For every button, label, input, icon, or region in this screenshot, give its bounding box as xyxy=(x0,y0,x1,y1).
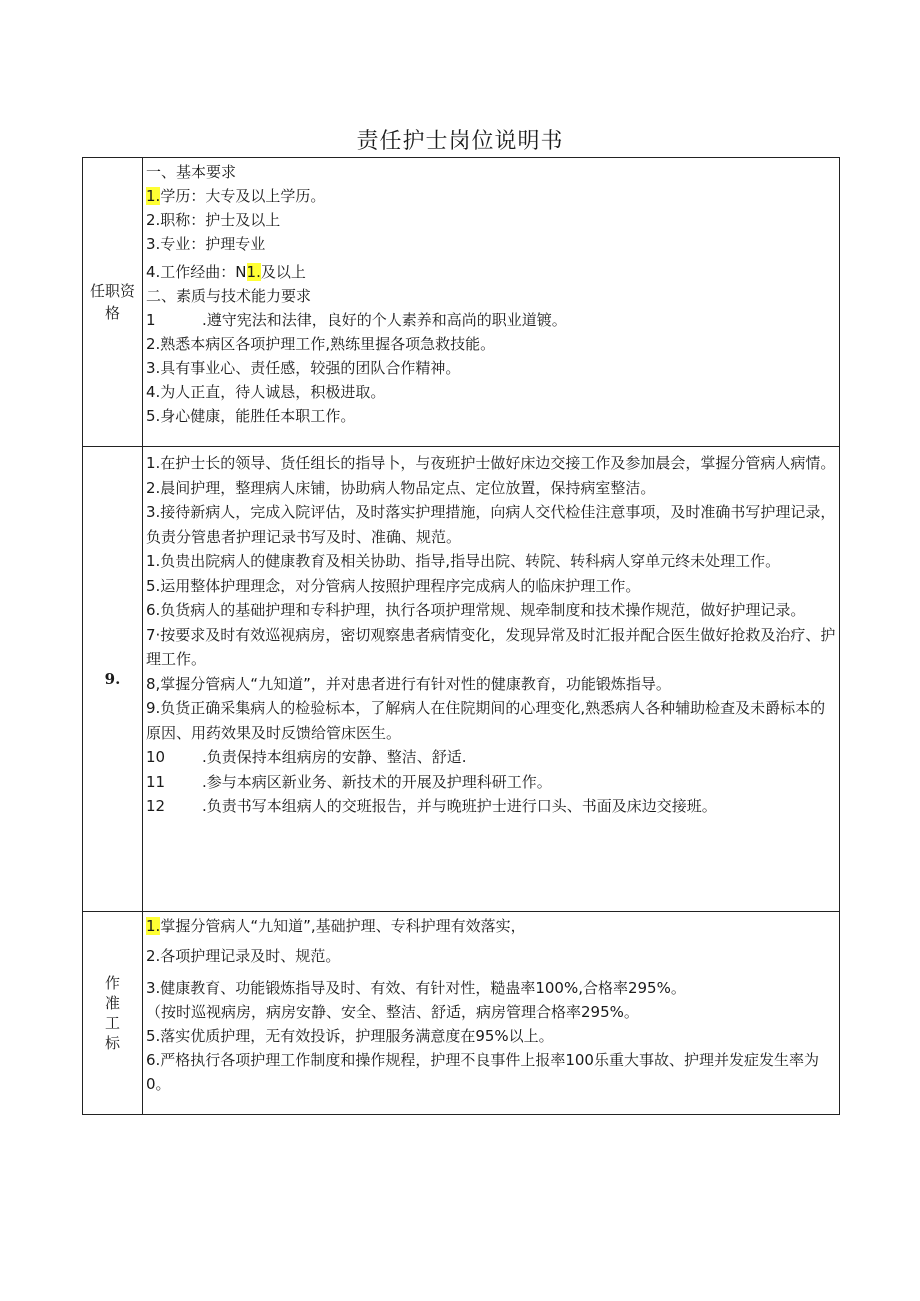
standards-row xyxy=(83,912,840,1115)
duty-item-10-text: .负责保持本组病房的安静、整洁、舒适. xyxy=(202,748,467,766)
duty-item-5: 5.运用整体护理理念，对分管病人按照护理程序完成病人的临床护理工作。 xyxy=(146,576,641,595)
duties-label-cell xyxy=(83,447,143,911)
qualifications-label: 任职资格 xyxy=(89,282,135,322)
duty-item-7: 7·按要求及时有效巡视病房，密切观察患者病情变化，发现异常及时汇报并配合医生做好抢救及治疗、护理工作。 xyxy=(146,625,836,668)
standard-item-1-number: 1. xyxy=(146,917,161,935)
quality-item-1-text: .遵守宪法和法律，良好的个人素养和高尚的职业道镀。 xyxy=(202,311,567,329)
education-text: 学历：大专及以上学历。 xyxy=(160,187,326,205)
duty-item-11 xyxy=(146,770,837,795)
duty-item-12-number: 12 xyxy=(146,797,166,815)
duty-item-1: 1.在护士长的领导、货任组长的指导卜，与夜班护士做好床边交接工作及参加晨会，掌握分管病人病情。 xyxy=(146,454,836,472)
qualifications-content xyxy=(143,158,840,446)
standard-item-2: 2.各项护理记录及时、规范。 xyxy=(146,947,341,965)
standards-label-cell xyxy=(83,912,143,1114)
duty-item-11-text: .参与本病区新业务、新技术的开展及护理科研工作。 xyxy=(202,772,552,791)
major-requirement: 3.专业：护理专业 xyxy=(146,235,266,253)
duty-item-10-number: 10 xyxy=(146,748,166,766)
standards-label: 作准工标 xyxy=(104,974,120,1052)
duties-content xyxy=(143,447,840,911)
duty-item-11-number: 11 xyxy=(146,772,166,791)
quality-item-1-number: 1 xyxy=(146,311,156,329)
experience-suffix: 及以上 xyxy=(260,263,306,281)
title-requirement: 2.职称：护士及以上 xyxy=(146,211,281,229)
duty-item-4: 1.负贵出院病人的健康教育及相关协助、指导,指导出院、转院、转科病人穿单元终未处理工作。 xyxy=(146,552,781,570)
duty-item-2: 2.晨间护理，整理病人床铺，协助病人物品定点、定位放置，保持病室整洁。 xyxy=(146,478,656,497)
duty-item-12 xyxy=(146,794,837,819)
standard-item-1 xyxy=(146,914,837,938)
job-description-table xyxy=(82,157,840,1115)
experience-requirement xyxy=(146,260,837,284)
standard-item-1-text: 掌握分管病人“九知道”,基础护理、专科护理有效落实， xyxy=(160,917,526,935)
standards-content xyxy=(143,912,840,1114)
quality-heading: 二、素质与技术能力要求 xyxy=(146,287,312,305)
duties-label: 9. xyxy=(104,670,121,688)
education-requirement xyxy=(146,184,837,208)
document-title: 责任护士岗位说明书 xyxy=(356,129,564,154)
duty-item-12-text: .负责书写本组病人的交班报告，并与晚班护士进行口头、书面及床边交接班。 xyxy=(202,797,717,815)
standard-item-4: （按时巡视病房，病房安静、安全、整洁、舒适，病房管理合格率295%。 xyxy=(146,1003,639,1021)
duty-item-3: 3.接待新病人，完成入院评估，及时落实护理措施，向病人交代检佳注意事项，及时准确书写护理记录，负责分管患者护理记录书写及时、准确、规范。 xyxy=(146,503,836,546)
duty-item-10 xyxy=(146,745,837,770)
quality-item-5: 5.身心健康，能胜任本职工作。 xyxy=(146,407,356,425)
standard-item-6: 6.严格执行各项护理工作制度和操作规程，护理不良事件上报率100乐重大事故、护理并发症发生率为0。 xyxy=(146,1051,819,1093)
quality-item-4: 4.为人正直，待人诚恳，积极进取。 xyxy=(146,383,386,401)
duty-item-8: 8,掌握分管病人“九知道”，并对患者进行有针对性的健康教育，功能锻炼指导。 xyxy=(146,674,671,693)
experience-number: 1. xyxy=(246,263,261,281)
standard-item-3: 3.健康教育、功能锻炼指导及时、有效、有针对性，糙蛊率100%,合格率295%。 xyxy=(146,979,686,997)
duties-row xyxy=(83,447,840,912)
qualifications-label-cell xyxy=(83,158,143,446)
standard-item-5: 5.落实优质护理，无有效投诉，护理服务满意度在95%以上。 xyxy=(146,1027,554,1045)
quality-item-3: 3.具有事业心、责任感，较强的团队合作精神。 xyxy=(146,359,461,377)
basic-requirements-heading: 一、基本要求 xyxy=(146,163,237,181)
duty-item-6: 6.负货病人的基础护理和专科护理，执行各项护理常规、规牵制度和技术操作规范，做好护理记录。 xyxy=(146,601,806,619)
experience-prefix: 4.工作经曲：N xyxy=(146,263,247,281)
education-number: 1. xyxy=(146,187,161,205)
quality-item-1 xyxy=(146,308,837,332)
qualifications-row xyxy=(83,158,840,447)
quality-item-2: 2.熟悉本病区各项护理工作,熟练里握各项急救技能。 xyxy=(146,335,496,353)
duty-item-9: 9.负货正确采集病人的检验标本，了解病人在住院期间的心理变化,熟悉病人各种辅助检查及未爵标本的原因、用药效果及时反馈给管床医生。 xyxy=(146,699,826,742)
